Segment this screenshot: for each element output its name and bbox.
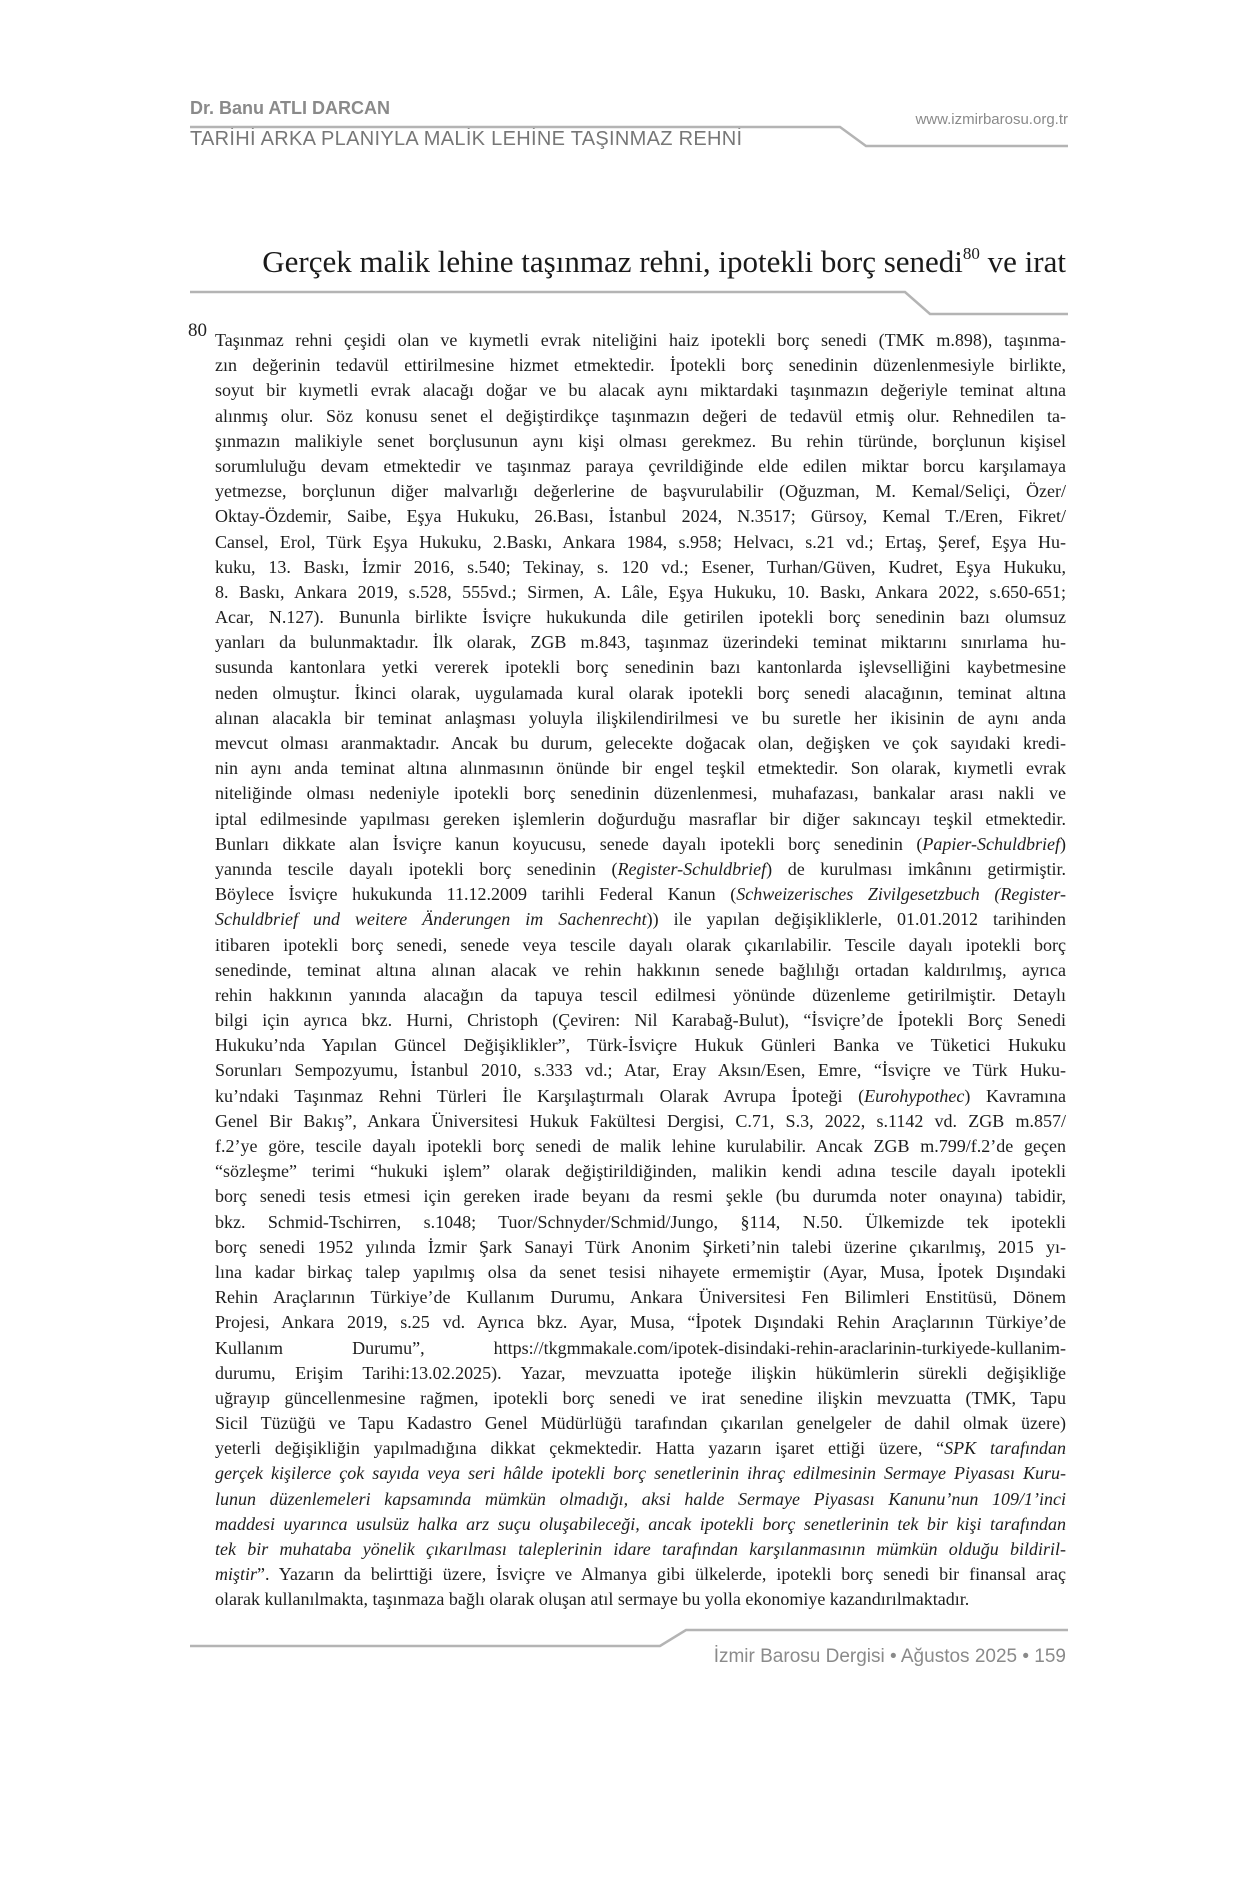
footnote-text: 8. Baskı, Ankara 2019, s.528, 555vd.; Sirmen, A. Lâle, Eşya Hukuku, 10. Baskı, Ankara 2022, s.650-651;	[215, 581, 1066, 602]
footnote-text: soyut bir kıymetli evrak alacağı doğar ve bu alacak aynı miktardaki taşınmazın değeriyle teminat altına	[215, 380, 1066, 401]
footnote-line	[215, 681, 1066, 706]
footnote-text: senedinde, teminat altına alınan alacak ve rehin hakkının senede bağlılığı ortadan kaldırılmış, ayrıca	[215, 959, 1066, 980]
footnote-line	[215, 1336, 1066, 1361]
footnote-line	[215, 328, 1066, 353]
footnote-text: ku’ndaki Taşınmaz Rehni Türleri İle Karşılaştırmalı Olarak Avrupa İpoteği (	[215, 1085, 865, 1106]
footnote-line	[215, 832, 1066, 857]
footnote-line	[215, 807, 1066, 832]
footnote-body	[215, 328, 1066, 1613]
footnote-italic-text: Schuldbrief und weitere Änderungen im Sachenrecht	[215, 909, 647, 930]
footnote-line	[215, 706, 1066, 731]
footnote-text: ) Kavramına	[964, 1085, 1066, 1106]
footnote-text: kuku, 13. Baskı, İzmir 2016, s.540; Tekinay, s. 120 vd.; Esener, Turhan/Güven, Kudret, Eşya Hukuku,	[215, 556, 1066, 577]
footnote-italic-text: tek bir muhataba yönelik çıkarılması taleplerinin idare tarafından karşılanmasının mümkün olduğu bildiril-	[215, 1539, 1066, 1559]
footnote-text: yanında tescile dayalı ipotekli borç senedinin (	[215, 858, 618, 879]
footnote-line	[215, 1184, 1066, 1209]
section-title-end: ve irat	[979, 244, 1066, 279]
footnote-text: Sorunları Sempozyumu, İstanbul 2010, s.333 vd.; Atar, Eray Aksın/Esen, Emre, “İsviçre ve Türk Huku-	[215, 1060, 1066, 1081]
footnote-line	[215, 353, 1066, 378]
section-title	[180, 244, 1066, 280]
footnote-line	[215, 429, 1066, 454]
footnote-line	[215, 605, 1066, 630]
footnote-italic-text: Papier-Schuldbrief	[922, 833, 1060, 854]
footnote-text: olarak kullanılmakta, taşınmaza bağlı olarak oluşan atıl sermaye bu yolla ekonomiye kazandırılmaktadır.	[215, 1589, 970, 1610]
footnote-text: f.2’ye göre, tescile dayalı ipotekli borç senedi de malik lehine kurulabilir. Ancak ZGB m.799/f.2’de geçen	[215, 1136, 1066, 1156]
footnote-text: “sözleşme” terimi “hukuki işlem” olarak değiştirildiğinden, malikin kendi adına tescile dayalı ipotekli	[215, 1161, 1066, 1182]
footnote-line	[215, 1058, 1066, 1083]
footnote-line	[215, 404, 1066, 429]
footnote-line	[215, 454, 1066, 479]
footnote-line	[215, 933, 1066, 958]
footnote-line	[215, 1159, 1066, 1184]
footnote-italic-text: miştir	[215, 1564, 258, 1585]
footnote-line	[215, 630, 1066, 655]
footnote-line	[215, 1134, 1066, 1159]
footnote-text: )) ile yapılan değişikliklerle, 01.01.2012 tarihinden	[646, 909, 1066, 930]
footnote-italic-text: Register-Schuldbrief	[617, 858, 767, 879]
footnote-number: 80	[188, 320, 207, 341]
footnote-text: bkz. Schmid-Tschirren, s.1048; Tuor/Schnyder/Schmid/Jungo, §114, N.50. Ülkemizde tek ipotekli	[215, 1211, 1066, 1232]
website-url: www.izmirbarosu.org.tr	[915, 111, 1068, 128]
footnote-italic-text: Schweizerisches Zivilgesetzbuch (Register-	[736, 884, 1066, 905]
footnote-reference[interactable]: 80	[962, 244, 980, 263]
footnote-text: lına kadar birkaç talep yapılmış olsa da senet tesisi nihayete ermemiştir (Ayar, Musa, İpotek Dışındaki	[215, 1261, 1066, 1282]
section-title-text: Gerçek malik lehine taşınmaz rehni, ipotekli borç senedi	[262, 244, 963, 279]
footnote-line	[215, 1562, 1066, 1587]
footnote-line	[215, 756, 1066, 781]
footnote-line	[215, 731, 1066, 756]
footnote-text: susunda kantonlara yetki vererek ipotekli borç senedinin bazı kantonlarda işlevselliğini kaybetmesine	[215, 657, 1066, 678]
footnote-text: Taşınmaz rehni çeşidi olan ve kıymetli evrak niteliğini haiz ipotekli borç senedi (TMK m.898), taşınma-	[215, 330, 1066, 350]
footnote-text: ”. Yazarın da belirttiği üzere, İsviçre ve Almanya gibi ülkelerde, ipotekli borç senedi bir finansal araç	[257, 1564, 1066, 1585]
footnote-text: Projesi, Ankara 2019, s.25 vd. Ayrıca bkz. Ayar, Musa, “İpotek Dışındaki Rehin Araçlarının Türkiye’de	[215, 1312, 1066, 1333]
footnote-line	[215, 378, 1066, 403]
footnote-text: rehin hakkının yanında alacağın da tapuya tescil edilmesi yönünde düzenleme getirilmiştir. Detaylı	[215, 984, 1066, 1005]
footnote-italic-text: maddesi uyarınca usulsüz halka arz suçu oluşabileceği, ancak ipotekli borç senetlerinin tek bir kişi tarafından	[215, 1513, 1066, 1534]
footnote-text: sorumluluğu devam etmektedir ve taşınmaz paraya çevrildiğinde elde edilen miktar borcu karşılamaya	[215, 455, 1066, 476]
footnote-text: Böylece İsviçre hukukunda 11.12.2009 tarihli Federal Kanun (	[215, 884, 737, 905]
footnote-text: Acar, N.127). Bununla birlikte İsviçre hukukunda dile getirilen ipotekli borç senedinin bazı olumsuz	[215, 607, 1066, 628]
footnote-line	[215, 1436, 1066, 1461]
footnote-line	[215, 907, 1066, 932]
footnote-line	[215, 655, 1066, 680]
footnote-text: alınan alacakla bir teminat anlaşması yoluyla ilişkilendirilmesi ve bu suretle her ikisinin de aynı anda	[215, 707, 1066, 728]
footnote-text: ) de kurulması imkânını getirmiştir.	[766, 858, 1066, 879]
footnote-line	[215, 1033, 1066, 1058]
footnote-line	[215, 1310, 1066, 1335]
footnote-text: şınmazın malikiyle senet borçlusunun aynı kişi olması gerekmez. Bu rehin türünde, borçlunun kişisel	[215, 430, 1066, 451]
footnote-line	[215, 1461, 1066, 1486]
footnote-line	[215, 1361, 1066, 1386]
footnote-text: Bunları dikkate alan İsviçre kanun koyucusu, senede dayalı ipotekli borç senedinin (	[215, 833, 923, 854]
footnote-text: itibaren ipotekli borç senedi, senede veya tescile dayalı olarak çıkarılabilir. Tescile dayalı ipotekli borç	[215, 934, 1066, 955]
footnote-line	[215, 781, 1066, 806]
footnote-line	[215, 1537, 1066, 1562]
footnote-text: durumu, Erişim Tarihi:13.02.2025). Yazar, mevzuatta ipoteğe ilişkin hükümlerin sürekli değişikliğe	[215, 1362, 1066, 1383]
footnote-text: Sicil Tüzüğü ve Tapu Kadastro Genel Müdürlüğü tarafından çıkarılan genelgeler de dahil olmak üzere)	[215, 1413, 1066, 1434]
footnote-italic-text: SPK tarafından	[944, 1438, 1067, 1459]
footnote-text: )	[1060, 833, 1066, 854]
footnote-text: borç senedi tesis etmesi için gereken irade beyanı da resmi şekle (bu durumda noter onayına) tabidir,	[215, 1186, 1066, 1207]
footnote-text: Rehin Araçlarının Türkiye’de Kullanım Durumu, Ankara Üniversitesi Fen Bilimleri Enstitüsü, Dönem	[215, 1287, 1066, 1308]
footnote-line	[215, 1084, 1066, 1109]
footnote-line	[215, 1487, 1066, 1512]
footnote-line	[215, 1235, 1066, 1260]
footnote-text: yetmezse, borçlunun diğer malvarlığı değerlerine de başvurulabilir (Oğuzman, M. Kemal/Seliçi, Özer/	[215, 481, 1066, 502]
footnote-text: zın değerinin tedavül ettirilmesine hizmet etmektedir. İpotekli borç senedinin düzenlenmesiyle birlikte,	[215, 355, 1066, 376]
footnote-text: yeterli değişikliğin yapılmadığına dikkat çekmektedir. Hatta yazarın işaret ettiği üzere, “	[215, 1438, 945, 1459]
footnote-text: borç senedi 1952 yılında İzmir Şark Sanayi Türk Anonim Şirketi’nin talebi üzerine çıkarılmış, 2015 yı-	[215, 1236, 1066, 1257]
footnote-line	[215, 1260, 1066, 1285]
footnote-text: Oktay-Özdemir, Saibe, Eşya Hukuku, 26.Bası, İstanbul 2024, N.3517; Gürsoy, Kemal T./Eren, Fikret/	[215, 506, 1066, 527]
footnote-text: nin aynı anda teminat altına alınmasının önünde bir engel teşkil etmektedir. Son olarak, kıymetli evrak	[215, 758, 1066, 779]
footnote-line	[215, 1285, 1066, 1310]
footnote-text: Genel Bir Bakış”, Ankara Üniversitesi Hukuk Fakültesi Dergisi, C.71, S.3, 2022, s.1142 vd. ZGB m.857/	[215, 1110, 1066, 1131]
title-rule	[190, 292, 1068, 314]
footnote-text: iptal edilmesinde yapılması gereken işlemlerin doğurduğu masraflar bir diğer sakıncayı teşkil etmektedir.	[215, 808, 1066, 829]
footnote-line	[215, 1008, 1066, 1033]
footnote-text: Cansel, Erol, Türk Eşya Hukuku, 2.Baskı, Ankara 1984, s.958; Helvacı, s.21 vd.; Ertaş, Şeref, Eşya Hu-	[215, 531, 1066, 552]
footnote-line	[215, 530, 1066, 555]
footnote-line	[215, 1109, 1066, 1134]
footnote-line	[215, 1210, 1066, 1235]
footer-rule	[190, 1630, 1068, 1646]
footnote-text: mevcut olması aranmaktadır. Ancak bu durum, gelecekte doğacak olan, değişken ve çok sayıdaki kredi-	[215, 733, 1066, 753]
footnote-line	[215, 1512, 1066, 1537]
footnote-line	[215, 1386, 1066, 1411]
footnote-italic-text: lunun düzenlemeleri kapsamında mümkün olmadığı, aksi halde Sermaye Piyasası Kanunu’nun 109/1’inci	[215, 1488, 1066, 1509]
page-footer: İzmir Barosu Dergisi • Ağustos 2025 • 159	[713, 1646, 1066, 1667]
footnote-line	[215, 555, 1066, 580]
footnote-text: Hukuku’nda Yapılan Güncel Değişiklikler”, Türk-İsviçre Hukuk Günleri Banka ve Tüketici Hukuku	[215, 1035, 1066, 1056]
footnote-line	[215, 983, 1066, 1008]
footnote-line	[215, 479, 1066, 504]
author-name: Dr. Banu ATLI DARCAN	[190, 98, 390, 118]
footnote-line	[215, 882, 1066, 907]
running-article-title: TARİHİ ARKA PLANIYLA MALİK LEHİNE TAŞINMAZ REHNİ	[190, 128, 743, 150]
footnote-text: bilgi için ayrıca bkz. Hurni, Christoph (Çeviren: Nil Karabağ-Bulut), “İsviçre’de İpotekli Borç Senedi	[215, 1010, 1066, 1031]
footnote-italic-text: Eurohypothec	[864, 1085, 965, 1106]
footnote-text: uğrayıp güncellenmesine rağmen, ipotekli borç senedi ve irat senedine ilişkin mevzuatta (TMK, Tapu	[215, 1387, 1066, 1408]
footnote-line	[215, 580, 1066, 605]
footnote-text: neden olmuştur. İkinci olarak, uygulamada kural olarak ipotekli borç senedi alacağının, teminat altına	[215, 682, 1066, 703]
footnote-text: alınmış olur. Söz konusu senet el değiştirdikçe taşınmazın değeri de tedavül etmiş olur. Rehnedilen ta-	[215, 405, 1066, 426]
footnote-text: yanları da bulunmaktadır. İlk olarak, ZGB m.843, taşınmaz üzerindeki teminat miktarını sınırlama hu-	[215, 632, 1066, 653]
footnote-line	[215, 1587, 1066, 1612]
footnote-line	[215, 504, 1066, 529]
footnote-italic-text: gerçek kişilerce çok sayıda veya seri hâlde ipotekli borç senetlerinin ihraç edilmesinin Sermaye Piyasası Kuru-	[215, 1463, 1066, 1484]
footnote-text: niteliğinde olması nedeniyle ipotekli borç senedinin düzenlenmesi, muhafazası, bankalar arası nakli ve	[215, 783, 1066, 804]
footnote-line	[215, 1411, 1066, 1436]
footnote-line	[215, 857, 1066, 882]
footnote-text: Kullanım Durumu”, https://tkgmmakale.com/ipotek-disindaki-rehin-araclarinin-turkiyede-kullanim-	[215, 1337, 1066, 1358]
footnote-line	[215, 958, 1066, 983]
